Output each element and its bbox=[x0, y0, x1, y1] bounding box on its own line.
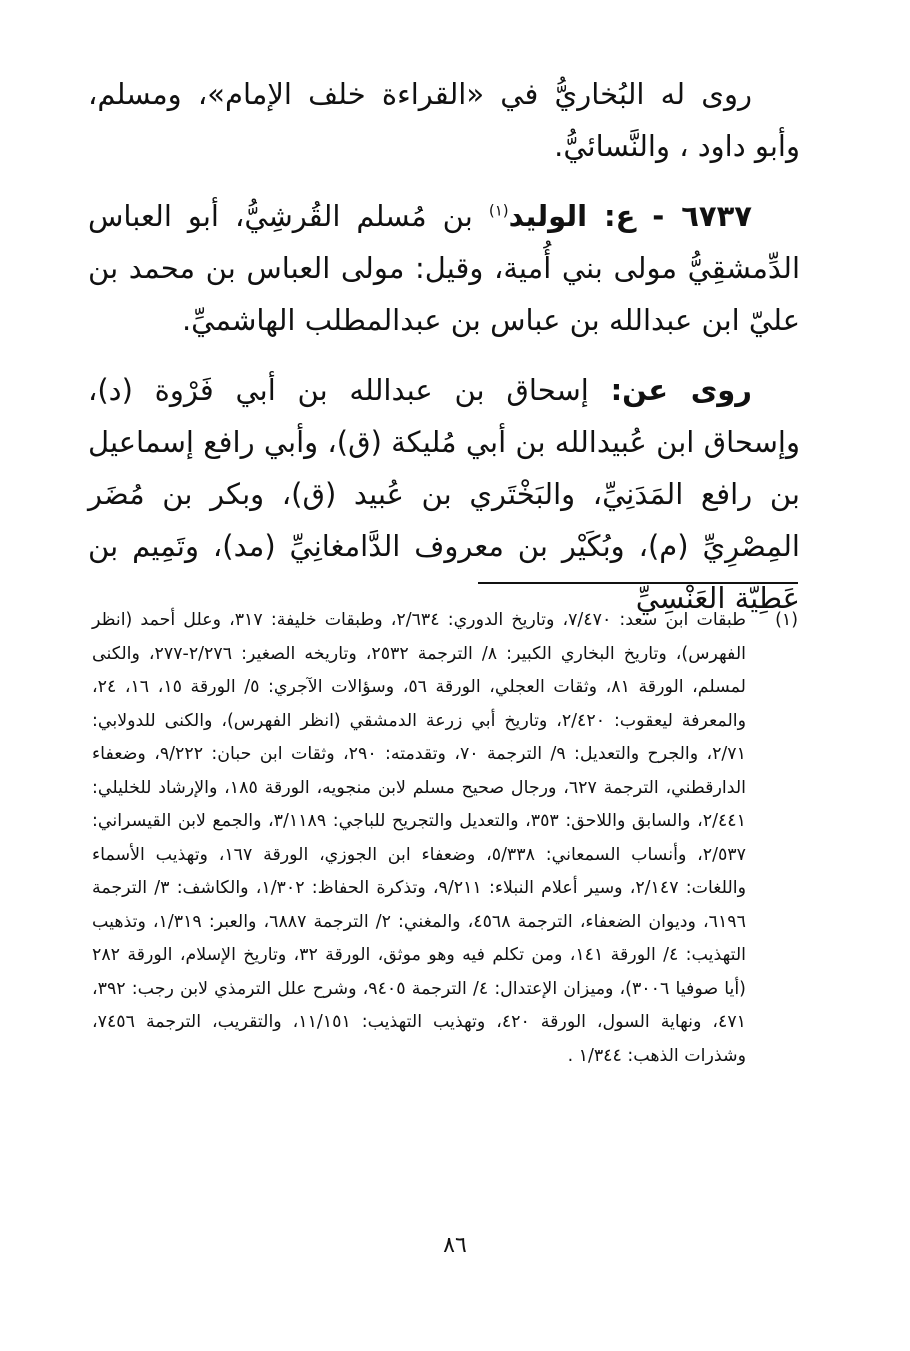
footnote bbox=[92, 604, 798, 1073]
narrated-from-body: إسحاق بن عبدالله بن أبي فَرْوة (د)، وإسحاق ابن عُبيدالله بن أبي مُليكة (ق)، وأبي رافع إسماعيل بن رافع المَدَنِيِّ، والبَخْتَري بن عُبيد (ق)، وبكر بن مُضَر المِصْرِيِّ (م)، وبُكَيْر بن معروف الدَّامغانِيِّ (مد)، وتَمِيم بن عَطِيّة العَنْسِيِّ bbox=[88, 373, 800, 615]
narrated-from-heading: روى عن: bbox=[610, 373, 752, 407]
page-number: ٨٦ bbox=[443, 1233, 467, 1258]
main-text-block bbox=[88, 68, 800, 624]
entry-heading: ٦٧٣٧ - ع: الوليد bbox=[508, 199, 752, 233]
paragraph-biography-entry bbox=[88, 190, 800, 346]
paragraph-narrated-from bbox=[88, 364, 800, 624]
entry-body: بن مُسلم القُرشِيُّ، أبو العباس الدِّمشقِيُّ مولى بني أُمية، وقيل: مولى العباس بن محمد بن عليّ ابن عبدالله بن عباس بن عبدالمطلب الهاشميِّ. bbox=[88, 199, 800, 337]
footnote-text: طبقات ابن سعد: ٧/٤٧٠، وتاريخ الدوري: ٢/٦٣٤، وطبقات خليفة: ٣١٧، وعلل أحمد (انظر الفهرس)، وتاريخ البخاري الكبير: ٨/ الترجمة ٢٥٣٢، وتاريخه الصغير: ٢/٢٧٦-٢٧٧، والكنى لمسلم، الورقة ٨١، وثقات العجلي، الورقة ٥٦، وسؤالات الآجري: ٥/ الورقة ١٥، ١٦، ٢٤، والمعرفة ليعقوب: ٢/٤٢٠، وتاريخ أبي زرعة الدمشقي (انظر الفهرس)، والكنى للدولابي: ٢/٧١، والجرح والتعديل: ٩/ الترجمة ٧٠، وتقدمته: ٢٩٠، وثقات ابن حبان: ٩/٢٢٢، وضعفاء الدارقطني، الترجمة ٦٢٧، ورجال صحيح مسلم لابن منجويه، الورقة ١٨٥، والإرشاد للخليلي: ٢/٤٤١، والسابق واللاحق: ٣٥٣، والتعديل والتجريح للباجي: ٣/١١٨٩، والجمع لابن القيسراني: ٢/٥٣٧، وأنساب السمعاني: ٥/٣٣٨، وضعفاء ابن الجوزي، الورقة ١٦٧، وتهذيب الأسماء واللغات: ٢/١٤٧، وسير أعلام النبلاء: ٩/٢١١، وتذكرة الحفاظ: ١/٣٠٢، والكاشف: ٣/ الترجمة ٦١٩٦، وديوان الضعفاء، الترجمة ٤٥٦٨، والمغني: ٢/ الترجمة ٦٨٨٧، والعبر: ١/٣١٩، وتذهيب التهذيب: ٤/ الورقة ١٤١، ومن تكلم فيه وهو موثق، الورقة ٣٢، وتاريخ الإسلام، الورقة ٢٨٢ (أيا صوفيا ٣٠٠٦)، وميزان الإعتدال: ٤/ الترجمة ٩٤٠٥، وشرح علل الترمذي لابن رجب: ٣٩٢، ٤٧١، ونهاية السول، الورقة ٤٢٠، وتهذيب التهذيب: ١١/١٥١، والتقريب، الترجمة ٧٤٥٦، وشذرات الذهب: ١/٣٤٤ . bbox=[92, 610, 747, 1066]
paragraph-narrators: روى له البُخاريُّ في «القراءة خلف الإمام»، ومسلم، وأبو داود ، والنَّسائيُّ. bbox=[88, 77, 800, 163]
footnote-marker: (١) bbox=[775, 610, 798, 630]
footnote-reference: (١) bbox=[488, 201, 509, 220]
footnote-divider bbox=[478, 582, 798, 584]
